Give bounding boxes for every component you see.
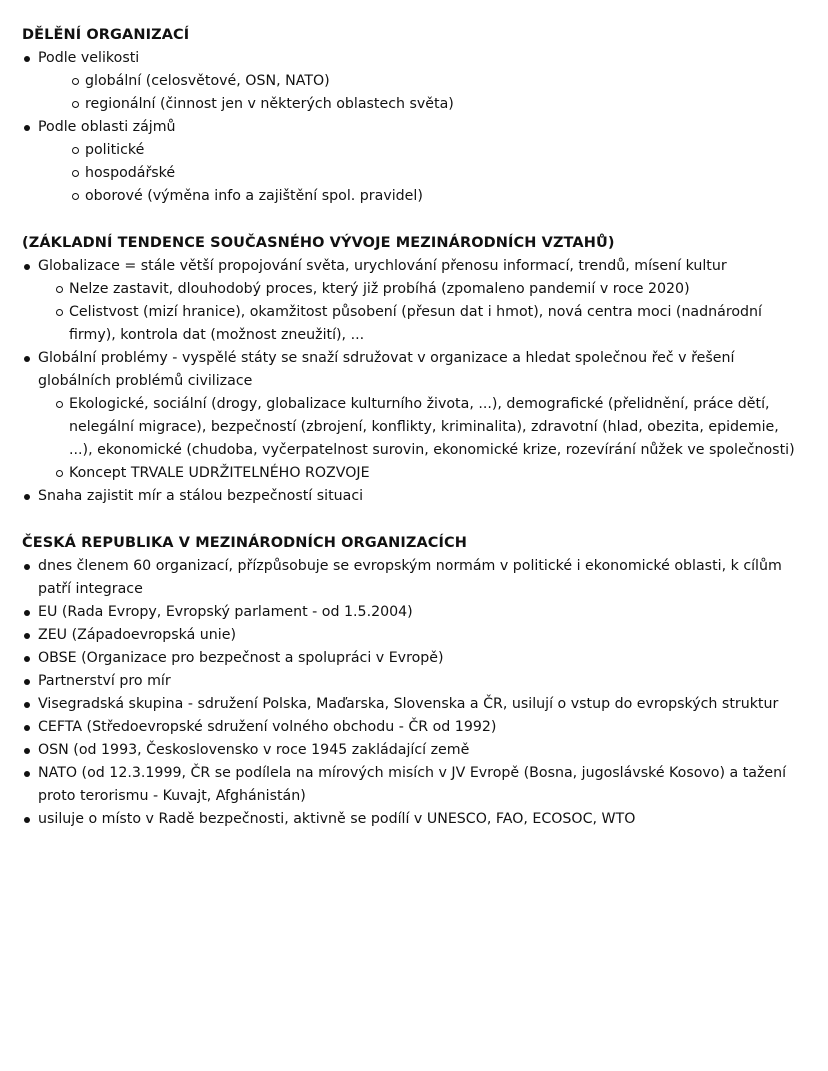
list-item: Visegradská skupina - sdružení Polska, Maďarska, Slovenska a ČR, usilují o vstup do evropských struktur [22, 693, 804, 716]
list-item: OSN (od 1993, Československo v roce 1945 zakládající země [22, 739, 804, 762]
sub-list-item: politické [72, 139, 804, 162]
sub-list [38, 278, 804, 347]
list-item: EU (Rada Evropy, Evropský parlament - od 1.5.2004) [22, 601, 804, 624]
bullet-list [22, 47, 804, 208]
sub-list-item: Ekologické, sociální (drogy, globalizace kulturního života, ...), demografické (přelidnění, práce dětí, nelegální migrace), bezpečností (zbrojení, konflikty, kriminalita), zdravotní (hlad, obezita, epidemie, ...), ekonomické (chudoba, vyčerpatelnost surovin, ekonomické krize, rozevírání nůžek ve společnosti) [56, 393, 804, 462]
list-item [22, 255, 804, 347]
list-item: CEFTA (Středoevropské sdružení volného obchodu - ČR od 1992) [22, 716, 804, 739]
sub-list-item: globální (celosvětové, OSN, NATO) [72, 70, 804, 93]
section-heading: DĚLĚNÍ ORGANIZACÍ [22, 27, 190, 43]
list-item [22, 116, 804, 208]
sub-list [38, 70, 804, 116]
list-item: Partnerství pro mír [22, 670, 804, 693]
list-item [22, 47, 804, 116]
sub-list-item: Celistvost (mizí hranice), okamžitost působení (přesun dat i hmot), nová centra moci (nadnárodní firmy), kontrola dat (možnost zneužití), ... [56, 301, 804, 347]
section-international-relations-trends [22, 232, 804, 508]
sub-list [38, 393, 804, 485]
sub-list-item: Koncept TRVALE UDRŽITELNÉHO ROZVOJE [56, 462, 804, 485]
list-item-text: Snaha zajistit mír a stálou bezpečností situaci [38, 488, 364, 504]
section-heading: (ZÁKLADNÍ TENDENCE SOUČASNÉHO VÝVOJE MEZINÁRODNÍCH VZTAHŮ) [22, 235, 615, 251]
section-czech-republic-organizations [22, 532, 804, 831]
sub-list-item: Nelze zastavit, dlouhodobý proces, který již probíhá (zpomaleno pandemií v roce 2020) [56, 278, 804, 301]
sub-list-item: hospodářské [72, 162, 804, 185]
list-item: OBSE (Organizace pro bezpečnost a spolupráci v Evropě) [22, 647, 804, 670]
sub-list-item: regionální (činnost jen v některých oblastech světa) [72, 93, 804, 116]
list-item: usiluje o místo v Radě bezpečnosti, aktivně se podílí v UNESCO, FAO, ECOSOC, WTO [22, 808, 804, 831]
list-item [22, 485, 804, 508]
list-item-text: Podle velikosti [38, 50, 140, 66]
list-item [22, 347, 804, 485]
section-heading: ČESKÁ REPUBLIKA V MEZINÁRODNÍCH ORGANIZACÍCH [22, 535, 468, 551]
list-item: dnes členem 60 organizací, přízpůsobuje se evropským normám v politické i ekonomické oblasti, k cílům patří integrace [22, 555, 804, 601]
list-item-text: Globální problémy - vyspělé státy se snaží sdružovat v organizace a hledat společnou řeč v řešení globálních problémů civilizace [38, 350, 735, 389]
list-item: NATO (od 12.3.1999, ČR se podílela na mírových misích v JV Evropě (Bosna, jugoslávské Kosovo) a tažení proto terorismu - Kuvajt, Afghánistán) [22, 762, 804, 808]
list-item: ZEU (Západoevropská unie) [22, 624, 804, 647]
sub-list-item: oborové (výměna info a zajištění spol. pravidel) [72, 185, 804, 208]
sub-list [38, 139, 804, 208]
bullet-list [22, 255, 804, 508]
list-item-text: Globalizace = stále větší propojování světa, urychlování přenosu informací, trendů, mísení kultur [38, 258, 727, 274]
list-item-text: Podle oblasti zájmů [38, 119, 176, 135]
section-organization-division [22, 24, 804, 208]
bullet-list [22, 555, 804, 831]
